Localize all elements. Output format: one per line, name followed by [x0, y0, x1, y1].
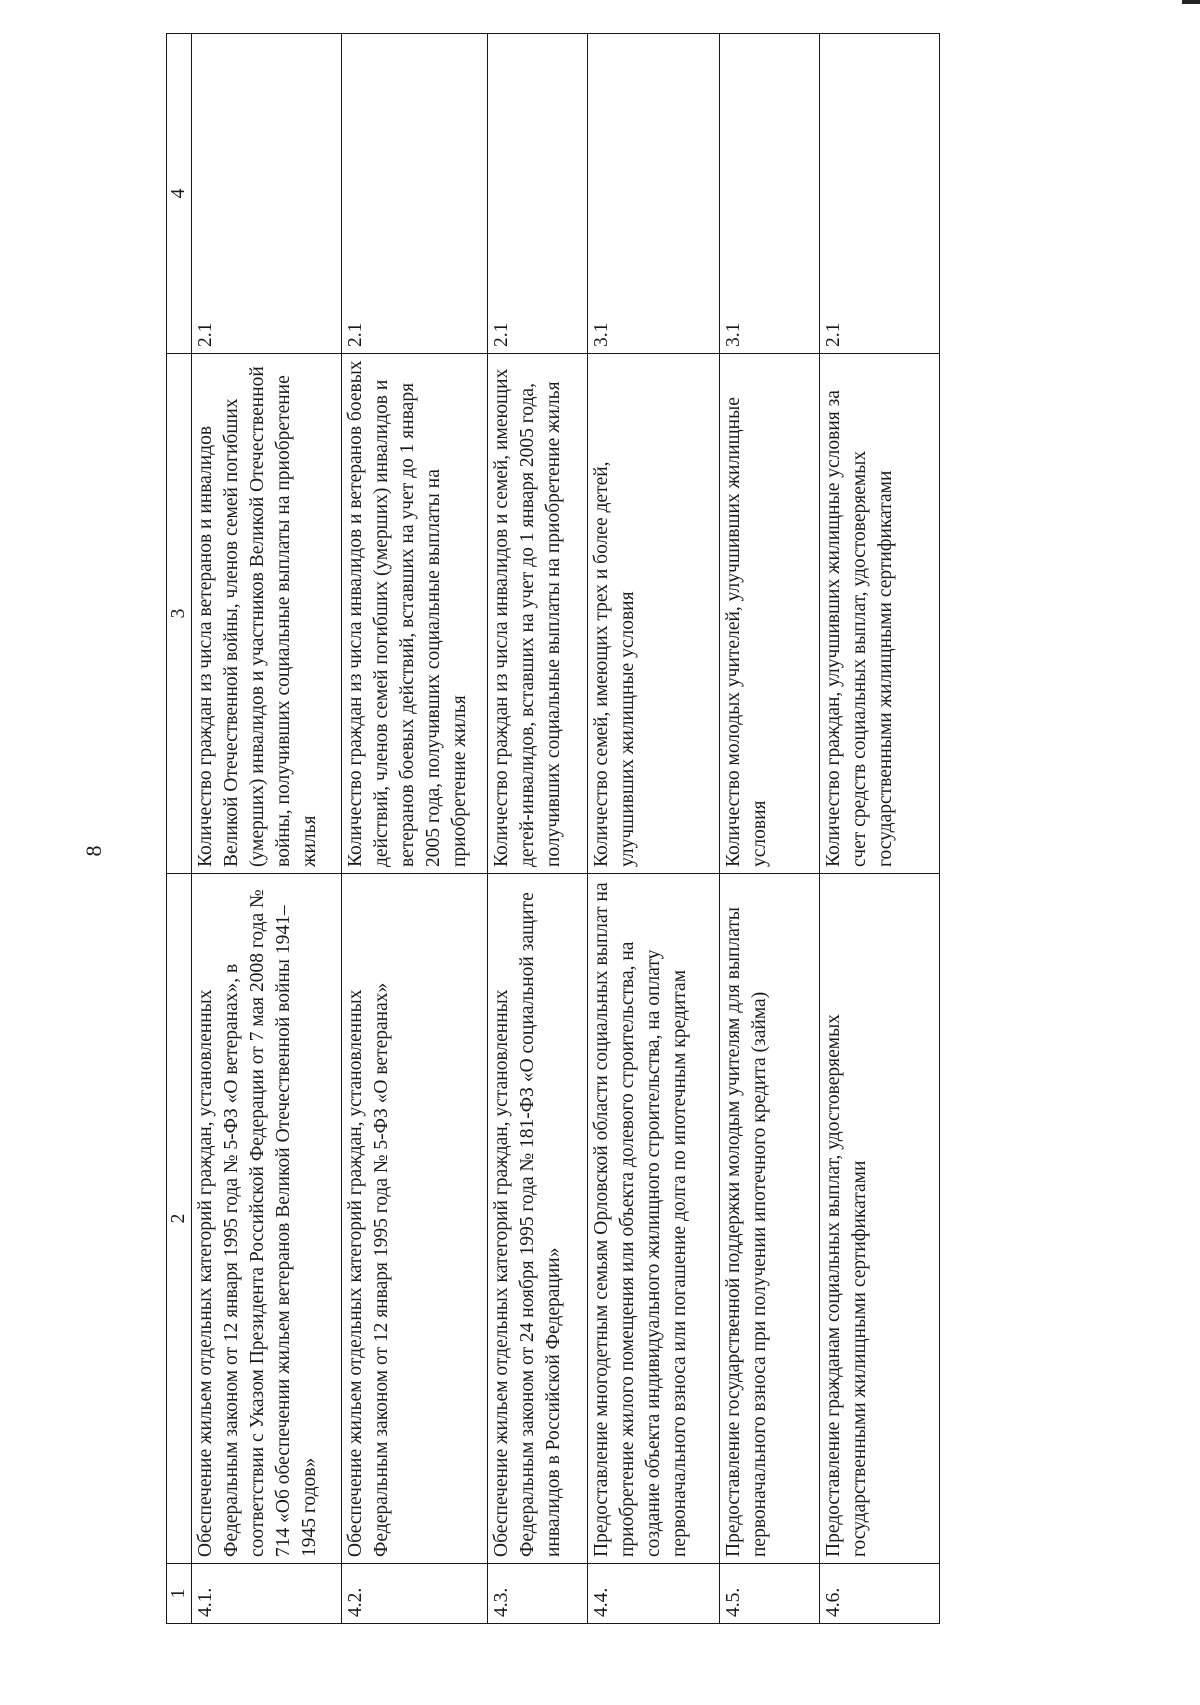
indicator-cell: Количество семей, имеющих трех и более детей, улучшивших жилищные условия	[588, 354, 720, 874]
table-row	[820, 34, 940, 1624]
measure-cell: Обеспечение жильем отдельных категорий граждан, установленных Федеральным законом от 12 января 1995 года № 5-ФЗ «О ветеранах», в соответствии с Указом Президента Российской Федерации от 7 мая 2008 года № 714 «Об обеспечении жильем ветеранов Великой Отечественной войны 1941–1945 годов»	[192, 874, 342, 1564]
row-number: 4.3.	[488, 1564, 588, 1624]
measure-cell: Обеспечение жильем отдельных категорий граждан, установленных Федеральным законом от 24 ноября 1995 года № 181-ФЗ «О социальной защите инвалидов в Российской Федерации»	[488, 874, 588, 1564]
page-number: 8	[81, 845, 106, 857]
link-cell: 2.1	[820, 34, 940, 354]
row-number: 4.5.	[720, 1564, 820, 1624]
table-row	[342, 34, 488, 1624]
header-cell-3: 3	[167, 354, 192, 874]
header-cell-4: 4	[167, 34, 192, 354]
table-row	[192, 34, 342, 1624]
link-cell: 3.1	[720, 34, 820, 354]
measure-cell: Предоставление многодетным семьям Орловской области социальных выплат на приобретение жилого помещения или объекта долевого строительства, на создание объекта индивидуального жилищного строительства, на оплату первоначального взноса или погашение долга по ипотечным кредитам	[588, 874, 720, 1564]
table-row	[488, 34, 588, 1624]
row-number: 4.1.	[192, 1564, 342, 1624]
indicator-cell: Количество граждан из числа ветеранов и инвалидов Великой Отечественной войны, членов семей погибших (умерших) инвалидов и участников Великой Отечественной войны, получивших социальные выплаты на приобретение жилья	[192, 354, 342, 874]
indicator-cell: Количество граждан из числа инвалидов и семей, имеющих детей-инвалидов, вставших на учет до 1 января 2005 года, получивших социальные выплаты на приобретение жилья	[488, 354, 588, 874]
scan-corner-mark	[1182, 0, 1200, 4]
measures-table	[166, 33, 940, 1624]
link-cell: 2.1	[192, 34, 342, 354]
indicator-cell: Количество молодых учителей, улучшивших жилищные условия	[720, 354, 820, 874]
rotated-table-container	[166, 34, 1200, 1624]
indicator-cell: Количество граждан из числа инвалидов и ветеранов боевых действий, членов семей погибших (умерших) инвалидов и ветеранов боевых действий, вставших на учет до 1 января 2005 года, получивших социальные выплаты на приобретение жилья	[342, 354, 488, 874]
header-cell-1: 1	[167, 1564, 192, 1624]
measure-cell: Предоставление государственной поддержки молодым учителям для выплаты первоначального взноса при получении ипотечного кредита (займа)	[720, 874, 820, 1564]
table-row	[720, 34, 820, 1624]
link-cell: 2.1	[488, 34, 588, 354]
row-number: 4.2.	[342, 1564, 488, 1624]
measure-cell: Предоставление гражданам социальных выплат, удостоверяемых государственными жилищными сертификатами	[820, 874, 940, 1564]
link-cell: 2.1	[342, 34, 488, 354]
measure-cell: Обеспечение жильем отдельных категорий граждан, установленных Федеральным законом от 12 января 1995 года № 5-ФЗ «О ветеранах»	[342, 874, 488, 1564]
indicator-cell: Количество граждан, улучшивших жилищные условия за счет средств социальных выплат, удостоверяемых государственными жилищными сертификатами	[820, 354, 940, 874]
header-cell-2: 2	[167, 874, 192, 1564]
row-number: 4.6.	[820, 1564, 940, 1624]
link-cell: 3.1	[588, 34, 720, 354]
header-row	[167, 34, 192, 1624]
table-row	[588, 34, 720, 1624]
row-number: 4.4.	[588, 1564, 720, 1624]
